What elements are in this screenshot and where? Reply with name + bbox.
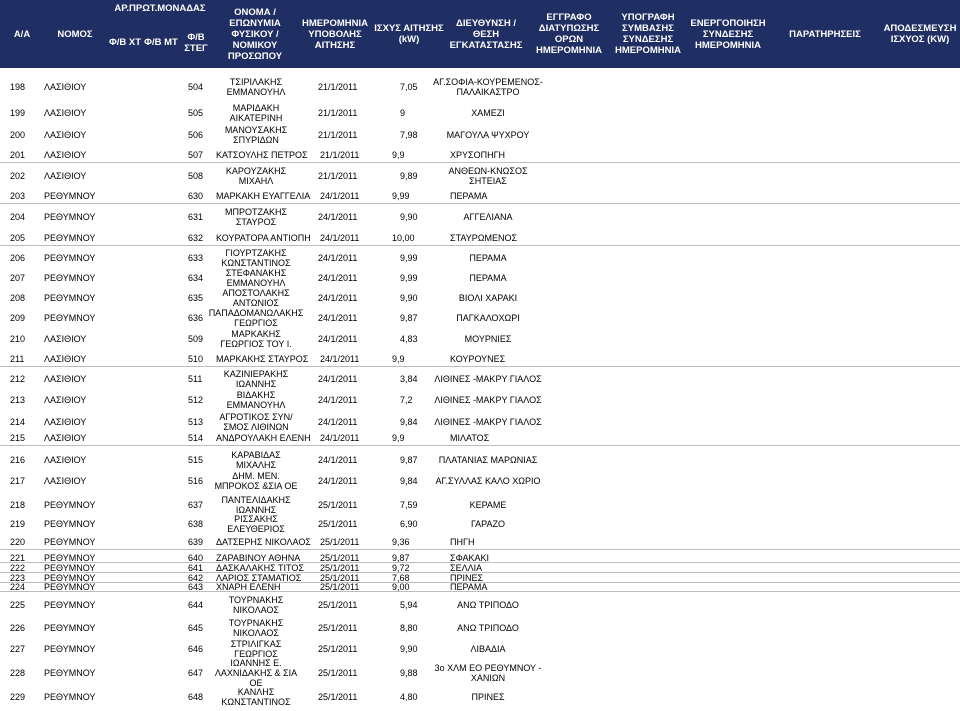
table-row	[0, 289, 960, 307]
cell-name: ΠΑΠΑΔΟΜΑΝΩΛΑΚΗΣ ΓΕΩΡΓΙΟΣ	[208, 308, 304, 328]
cell-loc: ΣΕΛΛΙΑ	[450, 562, 483, 573]
cell-nomos: ΡΕΘΥΜΝΟΥ	[44, 552, 96, 563]
cell-name: ΜΠΡΟΤΖΑΚΗΣ ΣΤΑΥΡΟΣ	[224, 207, 288, 227]
cell-date: 25/1/2011	[318, 500, 358, 510]
cell-loc: ΛΙΘΙΝΕΣ -ΜΑΚΡΥ ΓΙΑΛΟΣ	[434, 417, 542, 427]
table-row	[0, 370, 960, 388]
cell-kw: 8,80	[400, 622, 418, 633]
table-row	[0, 687, 960, 706]
cell-loc: ΒΙΟΛΙ ΧΑΡΑΚΙ	[458, 293, 518, 303]
table-row	[0, 431, 960, 446]
cell-loc: ΓΑΡΑΖΟ	[471, 518, 505, 529]
cell-aa: 199	[10, 107, 26, 118]
cell-name: ΚΑΡΟΥΖΑΚΗΣ ΜΙΧΑΗΛ	[225, 166, 287, 186]
cell-kw: 7,59	[400, 500, 418, 510]
table-row	[0, 495, 960, 515]
cell-loc: ΜΑΓΟΥΛΑ ΨΥΧΡΟΥ	[446, 130, 530, 140]
col-fb-mt-header: Φ/Β ΜΤ	[144, 37, 178, 48]
cell-nomos: ΛΑΣΙΘΙΟΥ	[44, 476, 87, 486]
cell-nomos: ΛΑΣΙΘΙΟΥ	[44, 354, 87, 364]
cell-kw: 9,87	[392, 552, 410, 563]
cell-steg: 504	[188, 82, 204, 92]
cell-aa: 203	[10, 191, 26, 201]
cell-date: 25/1/2011	[318, 667, 358, 678]
cell-kw: 9,90	[400, 293, 418, 303]
cell-nomos: ΡΕΘΥΜΝΟΥ	[44, 273, 96, 283]
cell-kw: 9,89	[400, 171, 418, 181]
cell-aa: 226	[10, 622, 26, 633]
cell-steg: 508	[188, 171, 204, 181]
cell-aa: 215	[10, 433, 26, 443]
cell-loc: ΠΡΙΝΕΣ	[471, 691, 505, 702]
table-row	[0, 618, 960, 637]
cell-loc: ΠΡΙΝΕΣ	[450, 572, 484, 583]
cell-nomos: ΡΕΘΥΜΝΟΥ	[44, 212, 96, 222]
cell-aa: 225	[10, 600, 26, 610]
cell-aa: 217	[10, 476, 26, 486]
cell-date: 24/1/2011	[318, 455, 358, 465]
col-eggrafo-header: ΕΓΓΡΑΦΟ ΔΙΑΤΥΠΩΣΗΣ ΟΡΩΝ ΗΜΕΡΟΜΗΝΙΑ	[536, 12, 602, 56]
cell-nomos: ΡΕΘΥΜΝΟΥ	[44, 313, 96, 323]
col-ar-prot-header: ΑΡ.ΠΡΩΤ.ΜΟΝΑΔΑΣ	[114, 3, 206, 14]
cell-steg: 638	[188, 518, 204, 529]
cell-loc: ΑΓ.ΣΟΦΙΑ-ΚΟΥΡΕΜΕΝΟΣ-ΠΑΛΑΙΚΑΣΤΡΟ	[433, 77, 543, 97]
cell-loc: ΧΑΜΕΖΙ	[471, 107, 505, 118]
cell-date: 21/1/2011	[318, 107, 358, 118]
cell-steg: 509	[188, 334, 204, 344]
col-energopoiisi-header: ΕΝΕΡΓΟΠΟΙΗΣΗ ΣΥΝΔΕΣΗΣ ΗΜΕΡΟΜΗΝΙΑ	[690, 17, 766, 51]
cell-loc: ΛΙΘΙΝΕΣ -ΜΑΚΡΥ ΓΙΑΛΟΣ	[434, 374, 542, 384]
cell-nomos: ΡΕΘΥΜΝΟΥ	[44, 667, 96, 678]
cell-nomos: ΛΑΣΙΘΙΟΥ	[44, 130, 87, 140]
table-row	[0, 450, 960, 470]
cell-date: 24/1/2011	[320, 191, 360, 201]
cell-date: 24/1/2011	[318, 334, 358, 344]
cell-kw: 9,9	[392, 150, 405, 160]
cell-aa: 201	[10, 150, 26, 160]
cell-date: 24/1/2011	[318, 417, 358, 427]
cell-kw: 9,99	[400, 273, 418, 283]
table-row	[0, 595, 960, 615]
cell-date: 25/1/2011	[318, 622, 358, 633]
table-row	[0, 166, 960, 186]
cell-kw: 9,99	[400, 253, 418, 263]
table-row	[0, 553, 960, 563]
cell-aa: 200	[10, 130, 26, 140]
cell-date: 21/1/2011	[318, 130, 358, 140]
col-dieythynsi-header: ΔΙΕΥΘΥΝΣΗ / ΘΕΣΗ ΕΓΚΑΤΑΣΤΑΣΗΣ	[449, 17, 523, 51]
cell-steg: 512	[188, 395, 204, 405]
cell-steg: 507	[188, 150, 204, 160]
cell-aa: 227	[10, 644, 26, 654]
table-row	[0, 639, 960, 659]
cell-aa: 205	[10, 233, 26, 243]
cell-kw: 9,00	[392, 581, 410, 592]
cell-nomos: ΡΕΘΥΜΝΟΥ	[44, 644, 96, 654]
cell-aa: 214	[10, 417, 26, 427]
cell-name: ΙΩΑΝΝΗΣ Ε. ΛΑΧΝΙΔΑΚΗΣ & ΣΙΑ ΟΕ	[214, 657, 298, 688]
cell-name: ΓΙΟΥΡΤΖΑΚΗΣ ΚΩΝΣΤΑΝΤΙΝΟΣ	[221, 248, 291, 268]
cell-steg: 633	[188, 253, 204, 263]
cell-kw: 9,9	[392, 433, 405, 443]
cell-steg: 515	[188, 455, 204, 465]
table-row	[0, 148, 960, 163]
cell-kw: 9,72	[392, 562, 410, 573]
cell-steg: 506	[188, 130, 204, 140]
cell-date: 24/1/2011	[320, 233, 360, 243]
cell-nomos: ΛΑΣΙΘΙΟΥ	[44, 334, 87, 344]
cell-steg: 505	[188, 107, 204, 118]
cell-loc: ΛΙΘΙΝΕΣ -ΜΑΚΡΥ ΓΙΑΛΟΣ	[434, 395, 542, 405]
cell-kw: 7,2	[400, 395, 413, 405]
cell-date: 25/1/2011	[320, 581, 360, 592]
cell-nomos: ΛΑΣΙΘΙΟΥ	[44, 150, 87, 160]
cell-nomos: ΡΕΘΥΜΝΟΥ	[44, 293, 96, 303]
cell-name: ΡΙΣΣΑΚΗΣ ΕΛΕΥΘΕΡΙΟΣ	[227, 513, 285, 534]
cell-kw: 4,83	[400, 334, 418, 344]
cell-nomos: ΡΕΘΥΜΝΟΥ	[44, 581, 96, 592]
table-row	[0, 535, 960, 550]
cell-kw: 9,36	[392, 537, 410, 547]
cell-aa: 198	[10, 82, 26, 92]
table-row	[0, 472, 960, 490]
cell-loc: ΑΓ.ΣΥΛΛΑΣ ΚΑΛΟ ΧΩΡΙΟ	[435, 476, 541, 486]
cell-date: 25/1/2011	[320, 572, 360, 583]
cell-date: 25/1/2011	[320, 537, 360, 547]
cell-steg: 635	[188, 293, 204, 303]
cell-steg: 640	[188, 552, 204, 563]
cell-date: 25/1/2011	[320, 562, 360, 573]
cell-nomos: ΛΑΣΙΘΙΟΥ	[44, 433, 87, 443]
cell-kw: 7,98	[400, 130, 418, 140]
cell-date: 25/1/2011	[318, 600, 358, 610]
cell-kw: 10,00	[392, 233, 415, 243]
cell-aa: 223	[10, 572, 26, 583]
cell-aa: 229	[10, 691, 26, 702]
cell-aa: 224	[10, 581, 26, 592]
cell-kw: 7,68	[392, 572, 410, 583]
cell-nomos: ΛΑΣΙΘΙΟΥ	[44, 107, 87, 118]
cell-kw: 9,99	[392, 191, 410, 201]
cell-steg: 631	[188, 212, 204, 222]
cell-aa: 213	[10, 395, 26, 405]
cell-nomos: ΡΕΘΥΜΝΟΥ	[44, 600, 96, 610]
cell-name: ΖΑΡΑΒΙΝΟΥ ΑΘΗΝΑ	[216, 552, 301, 563]
cell-nomos: ΡΕΘΥΜΝΟΥ	[44, 537, 96, 547]
cell-steg: 630	[188, 191, 204, 201]
cell-loc: ΜΟΥΡΝΙΕΣ	[464, 334, 512, 344]
cell-loc: ΚΟΥΡΟΥΝΕΣ	[450, 354, 506, 364]
cell-name: ΑΠΟΣΤΟΛΑΚΗΣ ΑΝΤΩΝΙΟΣ	[222, 288, 290, 308]
cell-steg: 514	[188, 433, 204, 443]
col-ischys-header: ΙΣΧΥΣ ΑΙΤΗΣΗΣ (kW)	[374, 23, 444, 45]
cell-steg: 634	[188, 273, 204, 283]
cell-nomos: ΛΑΣΙΘΙΟΥ	[44, 395, 87, 405]
cell-nomos: ΛΑΣΙΘΙΟΥ	[44, 374, 87, 384]
cell-kw: 9,88	[400, 667, 418, 678]
cell-loc: ΠΕΡΑΜΑ	[469, 273, 507, 283]
cell-date: 25/1/2011	[318, 644, 358, 654]
cell-nomos: ΡΕΘΥΜΝΟΥ	[44, 691, 96, 702]
cell-steg: 648	[188, 691, 204, 702]
cell-name: ΧΝΑΡΗ ΕΛΕΝΗ	[216, 581, 281, 592]
cell-aa: 209	[10, 313, 26, 323]
cell-name: ΤΟΥΡΝΑΚΗΣ ΝΙΚΟΛΑΟΣ	[228, 595, 284, 615]
cell-name: ΚΑΝΛΗΣ ΚΩΝΣΤΑΝΤΙΝΟΣ	[221, 686, 291, 707]
cell-steg: 644	[188, 600, 204, 610]
cell-loc: 3ο ΧΛΜ ΕΟ ΡΕΘΥΜΝΟΥ - ΧΑΝΙΩΝ	[434, 662, 542, 683]
cell-nomos: ΡΕΘΥΜΝΟΥ	[44, 562, 96, 573]
cell-date: 25/1/2011	[318, 518, 358, 529]
cell-nomos: ΛΑΣΙΘΙΟΥ	[44, 171, 87, 181]
cell-kw: 9,9	[392, 354, 405, 364]
cell-loc: ΑΝΘΕΩΝ-ΚΝΩΣΟΣ ΣΗΤΕΙΑΣ	[448, 166, 528, 186]
cell-aa: 204	[10, 212, 26, 222]
col-im-ypovolis-header: ΗΜΕΡΟΜΗΝΙΑ ΥΠΟΒΟΛΗΣ ΑΙΤΗΣΗΣ	[302, 17, 368, 51]
cell-aa: 202	[10, 171, 26, 181]
cell-name: ΔΗΜ. ΜΕΝ. ΜΠΡΟΚΟΣ &ΣΙΑ ΟΕ	[214, 471, 298, 491]
cell-name: ΜΑΡΚΑΚΗ ΕΥΑΓΓΕΛΙΑ	[216, 191, 311, 201]
cell-nomos: ΛΑΣΙΘΙΟΥ	[44, 82, 87, 92]
cell-aa: 206	[10, 253, 26, 263]
col-fb-xt-header: Φ/Β ΧΤ	[108, 37, 142, 48]
table-row	[0, 103, 960, 122]
cell-aa: 212	[10, 374, 26, 384]
cell-name: ΑΝΔΡΟΥΛΑΚΗ ΕΛΕΝΗ	[216, 433, 311, 443]
cell-name: ΜΑΡΚΑΚΗΣ ΓΕΩΡΓΙΟΣ ΤΟΥ Ι.	[220, 329, 292, 349]
cell-loc: ΛΙΒΑΔΙΑ	[470, 644, 506, 654]
cell-name: ΚΑΡΑΒΙΔΑΣ ΜΙΧΑΛΗΣ	[231, 450, 281, 470]
cell-name: ΠΑΝΤΕΛΙΔΑΚΗΣ ΙΩΑΝΝΗΣ	[221, 495, 291, 515]
cell-loc: ΠΛΑΤΑΝΙΑΣ ΜΑΡΩΝΙΑΣ	[438, 455, 538, 465]
cell-name: ΔΑΣΚΑΛΑΚΗΣ ΤΙΤΟΣ	[216, 562, 304, 573]
cell-loc: ΣΤΑΥΡΩΜΕΝΟΣ	[450, 233, 518, 243]
table-row	[0, 309, 960, 327]
cell-date: 21/1/2011	[320, 150, 360, 160]
cell-kw: 9,90	[400, 644, 418, 654]
cell-aa: 207	[10, 273, 26, 283]
table-row	[0, 208, 960, 226]
cell-steg: 637	[188, 500, 204, 510]
cell-name: ΛΑΡΙΟΣ ΣΤΑΜΑΤΙΟΣ	[216, 572, 302, 583]
cell-aa: 210	[10, 334, 26, 344]
cell-aa: 222	[10, 562, 26, 573]
cell-date: 24/1/2011	[318, 293, 358, 303]
cell-date: 25/1/2011	[318, 691, 358, 702]
cell-steg: 632	[188, 233, 204, 243]
cell-kw: 9	[400, 107, 406, 118]
cell-kw: 9,87	[400, 455, 418, 465]
col-ypografi-header: ΥΠΟΓΡΑΦΗ ΣΥΜΒΑΣΗΣ ΣΥΝΔΕΣΗΣ ΗΜΕΡΟΜΗΝΙΑ	[615, 12, 681, 56]
cell-steg: 639	[188, 537, 204, 547]
table-row	[0, 582, 960, 592]
cell-name: ΤΣΙΡΙΛΑΚΗΣ ΕΜΜΑΝΟΥΗΛ	[226, 77, 286, 97]
cell-kw: 9,90	[400, 212, 418, 222]
table-row	[0, 329, 960, 349]
cell-steg: 642	[188, 572, 204, 583]
table-row	[0, 189, 960, 204]
cell-aa: 220	[10, 537, 26, 547]
col-aa-header: Α/Α	[13, 28, 31, 40]
cell-aa: 208	[10, 293, 26, 303]
table-row	[0, 249, 960, 267]
cell-kw: 6,90	[400, 518, 418, 529]
cell-loc: ΣΦΑΚΑΚΙ	[450, 552, 489, 563]
cell-loc: ΠΕΡΑΜΑ	[450, 191, 488, 201]
cell-nomos: ΛΑΣΙΘΙΟΥ	[44, 455, 87, 465]
cell-aa: 218	[10, 500, 26, 510]
col-apodesmeysi-header: ΑΠΟΔΕΣΜΕΥΣΗ ΙΣΧΥΟΣ (KW)	[883, 23, 957, 45]
table-row	[0, 125, 960, 145]
cell-kw: 5,94	[400, 600, 418, 610]
col-paratiriseis-header: ΠΑΡΑΤΗΡΗΣΕΙΣ	[789, 28, 861, 40]
col-onoma-header: ΟΝΟΜΑ / ΕΠΩΝΥΜΙΑ ΦΥΣΙΚΟΥ / ΝΟΜΙΚΟΥ ΠΡΟΣΩΠΟΥ	[227, 6, 283, 62]
cell-name: ΔΑΤΣΕΡΗΣ ΝΙΚΟΛΑΟΣ	[216, 537, 311, 547]
cell-name: ΚΟΥΡΑΤΟΡΑ ΑΝΤΙΟΠΗ	[216, 233, 311, 243]
cell-loc: ΠΕΡΑΜΑ	[469, 253, 507, 263]
cell-name: ΜΑΡΙΔΑΚΗ ΑΙΚΑΤΕΡΙΝΗ	[229, 102, 283, 123]
cell-date: 24/1/2011	[320, 433, 360, 443]
cell-steg: 513	[188, 417, 204, 427]
cell-date: 24/1/2011	[318, 273, 358, 283]
cell-name: ΜΑΝΟΥΣΑΚΗΣ ΣΠΥΡΙΔΩΝ	[224, 125, 288, 145]
cell-nomos: ΡΕΘΥΜΝΟΥ	[44, 518, 96, 529]
cell-loc: ΠΗΓΗ	[450, 537, 475, 547]
cell-steg: 511	[188, 374, 203, 384]
table-row	[0, 352, 960, 367]
cell-nomos: ΡΕΘΥΜΝΟΥ	[44, 572, 96, 583]
cell-aa: 211	[10, 354, 25, 364]
table-row	[0, 514, 960, 533]
table-row	[0, 563, 960, 573]
cell-loc: ΠΕΡΑΜΑ	[450, 581, 488, 592]
cell-date: 21/1/2011	[318, 82, 358, 92]
cell-nomos: ΡΕΘΥΜΝΟΥ	[44, 191, 96, 201]
cell-date: 24/1/2011	[318, 313, 358, 323]
cell-date: 25/1/2011	[320, 552, 360, 563]
col-nomos-header: ΝΟΜΟΣ	[57, 28, 93, 40]
cell-name: ΣΤΕΦΑΝΑΚΗΣ ΕΜΜΑΝΟΥΗΛ	[225, 268, 287, 288]
cell-loc: ΑΝΩ ΤΡΙΠΟΔΟ	[457, 622, 519, 633]
cell-nomos: ΡΕΘΥΜΝΟΥ	[44, 233, 96, 243]
cell-steg: 643	[188, 581, 204, 592]
cell-nomos: ΡΕΘΥΜΝΟΥ	[44, 253, 96, 263]
cell-aa: 221	[10, 552, 26, 563]
cell-loc: ΠΑΓΚΑΛΟΧΩΡΙ	[456, 313, 520, 323]
cell-name: ΒΙΔΑΚΗΣ ΕΜΜΑΝΟΥΗΛ	[226, 390, 286, 410]
cell-kw: 9,87	[400, 313, 418, 323]
table-row	[0, 76, 960, 98]
cell-date: 24/1/2011	[318, 212, 358, 222]
cell-aa: 216	[10, 455, 26, 465]
cell-loc: ΑΝΩ ΤΡΙΠΟΔΟ	[457, 600, 519, 610]
cell-steg: 646	[188, 644, 204, 654]
cell-steg: 645	[188, 622, 204, 633]
cell-kw: 3,84	[400, 374, 418, 384]
cell-nomos: ΛΑΣΙΘΙΟΥ	[44, 417, 87, 427]
cell-loc: ΧΡΥΣΟΠΗΓΗ	[450, 150, 506, 160]
table-body	[0, 68, 960, 711]
cell-kw: 7,05	[400, 82, 418, 92]
table-row	[0, 391, 960, 409]
cell-aa: 228	[10, 667, 26, 678]
cell-name: ΤΟΥΡΝΑΚΗΣ ΝΙΚΟΛΑΟΣ	[228, 617, 284, 638]
cell-steg: 641	[188, 562, 204, 573]
cell-kw: 9,84	[400, 476, 418, 486]
cell-aa: 219	[10, 518, 26, 529]
cell-loc: ΚΕΡΑΜΕ	[469, 500, 507, 510]
cell-nomos: ΡΕΘΥΜΝΟΥ	[44, 622, 96, 633]
cell-date: 21/1/2011	[318, 171, 358, 181]
cell-date: 24/1/2011	[318, 374, 358, 384]
cell-steg: 647	[188, 667, 204, 678]
table-header	[0, 0, 960, 68]
cell-name: ΜΑΡΚΑΚΗΣ ΣΤΑΥΡΟΣ	[216, 354, 309, 364]
cell-date: 24/1/2011	[320, 354, 360, 364]
cell-name: ΚΑΖΙΝΙΕΡΑΚΗΣ ΙΩΑΝΝΗΣ	[223, 369, 289, 389]
col-fb-steg-header: Φ/Β ΣΤΕΓ	[184, 31, 208, 54]
cell-date: 24/1/2011	[318, 476, 358, 486]
cell-date: 24/1/2011	[318, 253, 358, 263]
cell-name: ΚΑΤΣΟΥΛΗΣ ΠΕΤΡΟΣ	[216, 150, 308, 160]
cell-loc: ΜΙΛΑΤΟΣ	[450, 433, 490, 443]
table-row	[0, 231, 960, 246]
cell-name: ΣΤΡΙΛΙΓΚΑΣ ΓΕΩΡΓΙΟΣ	[230, 639, 282, 659]
cell-loc: ΑΓΓΕΛΙΑΝΑ	[463, 212, 513, 222]
cell-steg: 636	[188, 313, 204, 323]
cell-name: ΑΓΡΟΤΙΚΟΣ ΣΥΝ/ΣΜΟΣ ΛΙΘΙΝΩΝ	[219, 412, 293, 432]
cell-kw: 4,80	[400, 691, 418, 702]
cell-steg: 516	[188, 476, 204, 486]
table-row	[0, 657, 960, 688]
table-row	[0, 412, 960, 432]
cell-steg: 510	[188, 354, 204, 364]
table-row	[0, 269, 960, 287]
cell-date: 24/1/2011	[318, 395, 358, 405]
cell-nomos: ΡΕΘΥΜΝΟΥ	[44, 500, 96, 510]
cell-kw: 9,84	[400, 417, 418, 427]
